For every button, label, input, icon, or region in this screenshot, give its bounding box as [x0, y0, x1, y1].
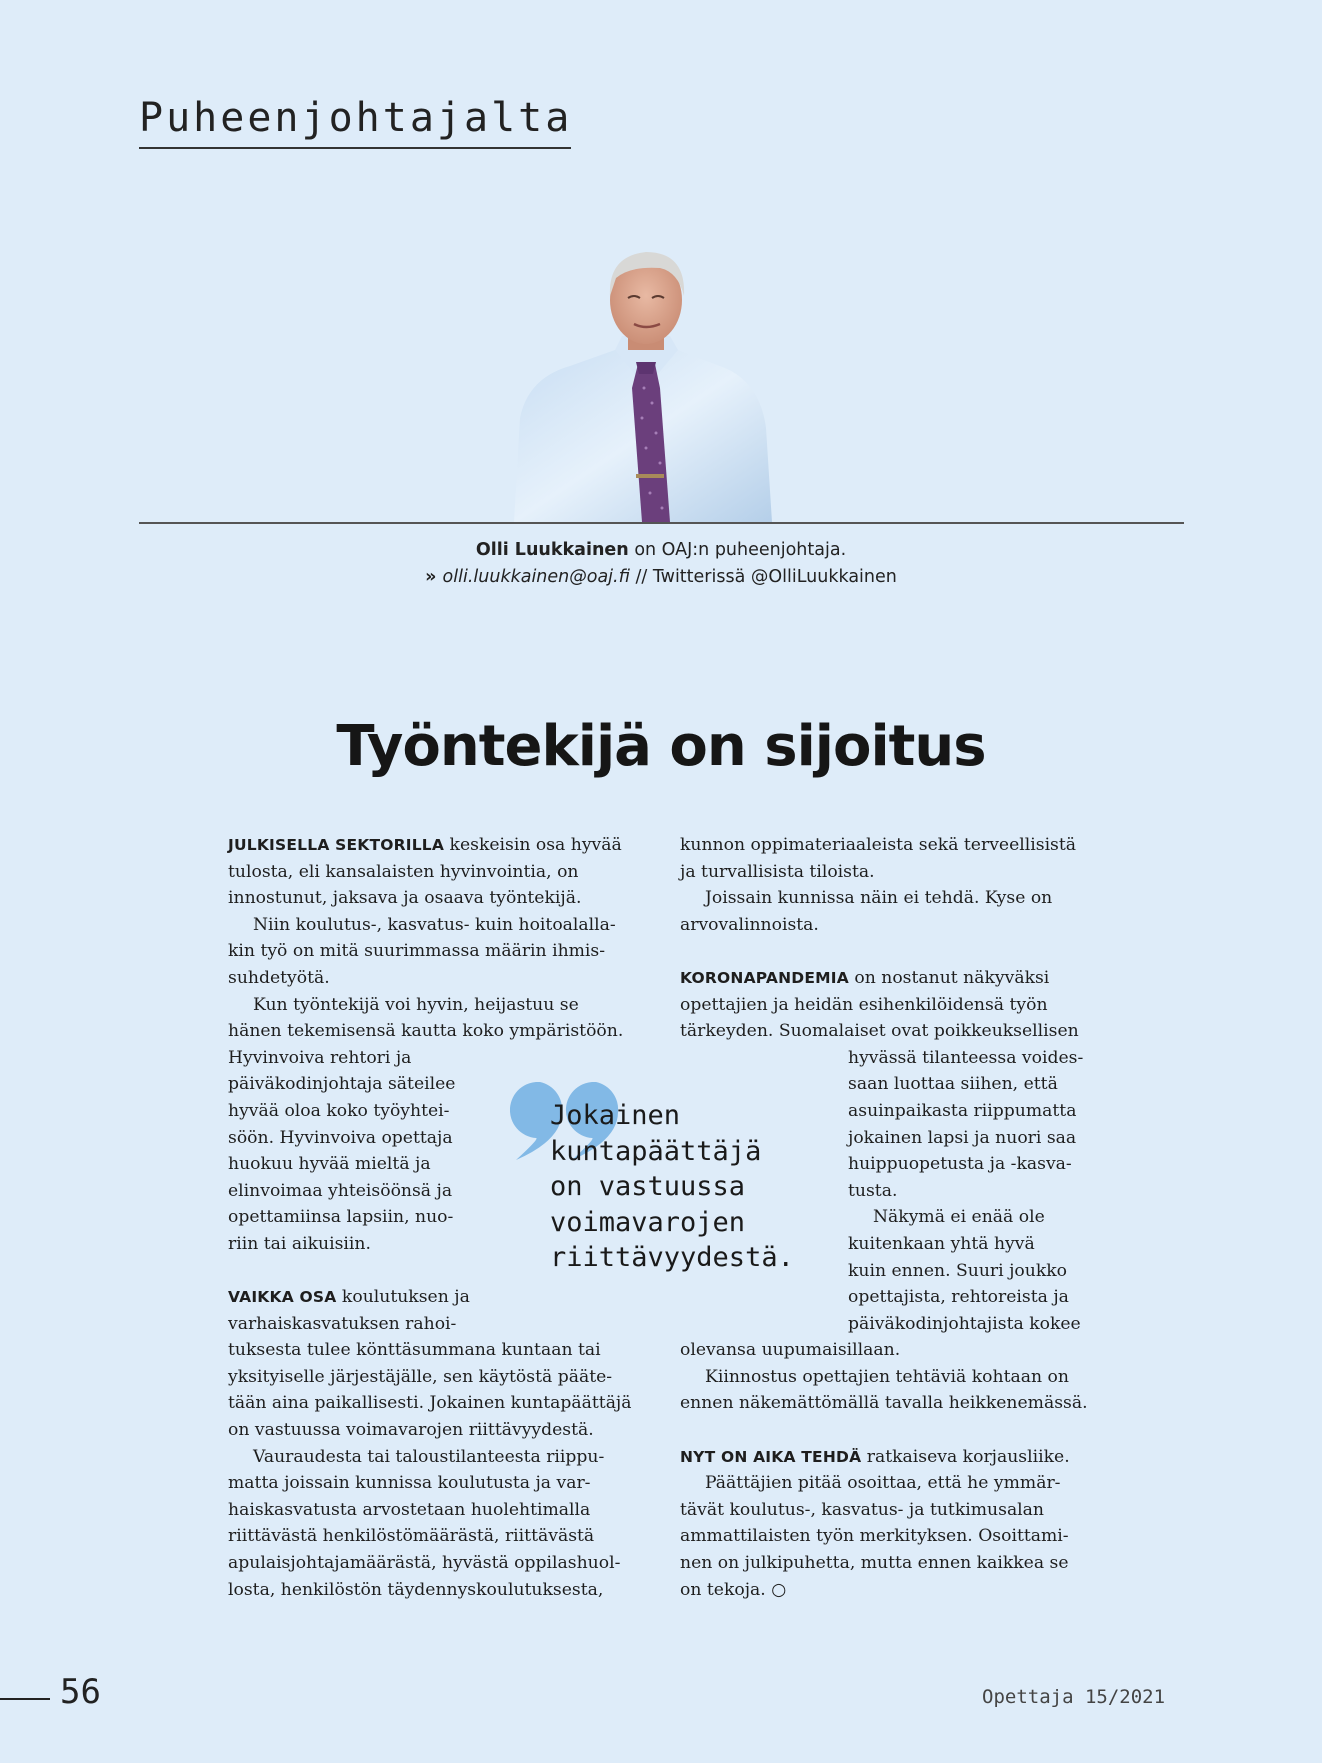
paragraph-lead: JULKISELLA SEKTORILLA: [228, 836, 445, 854]
text-line: riin tai aikuisiin.: [228, 1233, 371, 1254]
text-line: Hyvinvoiva rehtori ja: [228, 1047, 412, 1068]
text-line: kin työ on mitä suurimmassa määrin ihmis-: [228, 941, 606, 962]
author-email-link[interactable]: olli.luukkainen@oaj.fi: [442, 567, 630, 587]
paragraph-gap: [680, 1417, 1100, 1444]
text-line: [228, 1284, 648, 1311]
text-line: huippuopetusta ja -kasva-: [848, 1154, 1072, 1175]
text-line: innostunut, jaksava ja osaava työntekijä.: [228, 888, 582, 909]
text-line: kuin ennen. Suuri joukko: [848, 1260, 1068, 1281]
pull-quote: Jokainen kuntapäättäjä on vastuussa voimavarojen riittävyydestä.: [550, 1100, 794, 1273]
text-line: arvovalinnoista.: [680, 914, 819, 935]
text-line: nen on julkipuhetta, mutta ennen kaikkea se: [680, 1553, 1069, 1574]
text-line: tusta.: [848, 1180, 898, 1201]
footer-rule: [0, 1698, 50, 1700]
text-line: on tekoja. ○: [680, 1579, 787, 1600]
photo-baseline-rule: [139, 522, 1184, 524]
text-line: yksityiselle järjestäjälle, sen käytöstä pääte-: [228, 1366, 613, 1387]
paragraph-lead-rest: on nostanut näkyväksi: [848, 967, 1050, 988]
text-line: kunnon oppimateriaaleista sekä terveellisistä: [680, 835, 1077, 855]
paragraph-lead: VAIKKA OSA: [228, 1288, 337, 1307]
text-line: elinvoimaa yhteisöönsä ja: [228, 1180, 453, 1201]
text-line: Joissain kunnissa näin ei tehdä. Kyse on: [705, 888, 1053, 909]
author-role: on OAJ:n puheenjohtaja.: [628, 540, 847, 560]
section-underline: [139, 147, 571, 149]
text-line: Vauraudesta tai taloustilanteesta riippu-: [253, 1446, 605, 1467]
text-line: tärkeyden. Suomalaiset ovat poikkeuksellisen: [680, 1021, 1079, 1042]
text-line: suhdetyötä.: [228, 967, 330, 988]
text-line: kuitenkaan yhtä hyvä: [848, 1233, 1035, 1254]
page-number: 56: [60, 1672, 101, 1712]
text-line: hyvässä tilanteessa voides-: [848, 1047, 1084, 1068]
text-line: asuinpaikasta riippumatta: [848, 1100, 1077, 1121]
paragraph-lead: NYT ON AIKA TEHDÄ: [680, 1447, 862, 1466]
section-label: Puheenjohtajalta: [139, 95, 573, 141]
text-line: jokainen lapsi ja nuori saa: [848, 1127, 1077, 1148]
text-line: söön. Hyvinvoiva opettaja: [228, 1127, 453, 1148]
paragraph-gap: [680, 938, 1100, 965]
author-photo: [510, 238, 782, 522]
paragraph-lead-rest: koulutuksen ja: [336, 1287, 470, 1308]
text-line: tuksesta tulee könttäsummana kuntaan tai: [228, 1340, 601, 1361]
text-line: riittävästä henkilöstömäärästä, riittävästä: [228, 1526, 595, 1547]
text-line: Niin koulutus-, kasvatus- kuin hoitoalalla-: [253, 914, 616, 935]
text-line: saan luottaa siihen, että: [848, 1074, 1058, 1095]
text-line: päiväkodinjohtajista kokee: [848, 1313, 1081, 1334]
text-line: hänen tekemisensä kautta koko ympäristöön.: [228, 1021, 624, 1042]
text-line: Näkymä ei enää ole: [873, 1207, 1045, 1228]
text-line: on vastuussa voimavarojen riittävyydestä.: [228, 1420, 594, 1441]
text-line: hyvää oloa koko työyhtei-: [228, 1100, 450, 1121]
text-line: apulaisjohtajamäärästä, hyvästä oppilashuol-: [228, 1553, 621, 1574]
text-line: tulosta, eli kansalaisten hyvinvointia, on: [228, 861, 579, 882]
paragraph-lead: KORONAPANDEMIA: [680, 968, 849, 987]
text-line: opettajien ja heidän esihenkilöidensä työn: [680, 994, 1048, 1015]
author-twitter: // Twitterissä @OlliLuukkainen: [629, 567, 897, 587]
article-title: Työntekijä on sijoitus: [336, 714, 986, 779]
text-line: päiväkodinjohtaja säteilee: [228, 1074, 456, 1095]
text-line: opettamiinsa lapsiin, nuo-: [228, 1207, 454, 1228]
text-line: ennen näkemättömällä tavalla heikkenemässä.: [680, 1393, 1088, 1414]
text-line: opettajista, rehtoreista ja: [848, 1287, 1069, 1308]
text-line: Kun työntekijä voi hyvin, heijastuu se: [253, 994, 579, 1015]
text-line: huokuu hyvää mieltä ja: [228, 1154, 431, 1175]
paragraph-lead-rest: keskeisin osa hyvää: [444, 835, 622, 855]
author-contact: [300, 567, 1022, 587]
issue-label: Opettaja 15/2021: [982, 1686, 1166, 1708]
author-name: Olli Luukkainen: [475, 540, 629, 560]
text-line: olevansa uupumaisillaan.: [680, 1340, 901, 1361]
paragraph-lead-rest: ratkaiseva korjausliike.: [861, 1446, 1070, 1467]
text-line: ja turvallisista tiloista.: [680, 861, 875, 882]
text-line: matta joissain kunnissa koulutusta ja var-: [228, 1473, 591, 1494]
text-line: tävät koulutus-, kasvatus- ja tutkimusalan: [680, 1499, 1045, 1520]
text-line: losta, henkilöstön täydennyskoulutuksesta,: [228, 1579, 604, 1600]
text-line: ammattilaisten työn merkityksen. Osoittami-: [680, 1526, 1069, 1547]
text-line: varhaiskasvatuksen rahoi-: [228, 1313, 457, 1334]
text-line: [680, 965, 1100, 992]
text-line: haiskasvatusta arvostetaan huolehtimalla: [228, 1499, 591, 1520]
text-line: Kiinnostus opettajien tehtäviä kohtaan on: [705, 1366, 1069, 1387]
text-line: [228, 832, 648, 859]
text-line: tään aina paikallisesti. Jokainen kuntapäättäjä: [228, 1393, 632, 1414]
text-line: Päättäjien pitää osoittaa, että he ymmär-: [705, 1473, 1061, 1494]
author-caption: [300, 540, 1022, 560]
contact-prefix: »: [425, 567, 443, 587]
text-line: [680, 1444, 1100, 1471]
